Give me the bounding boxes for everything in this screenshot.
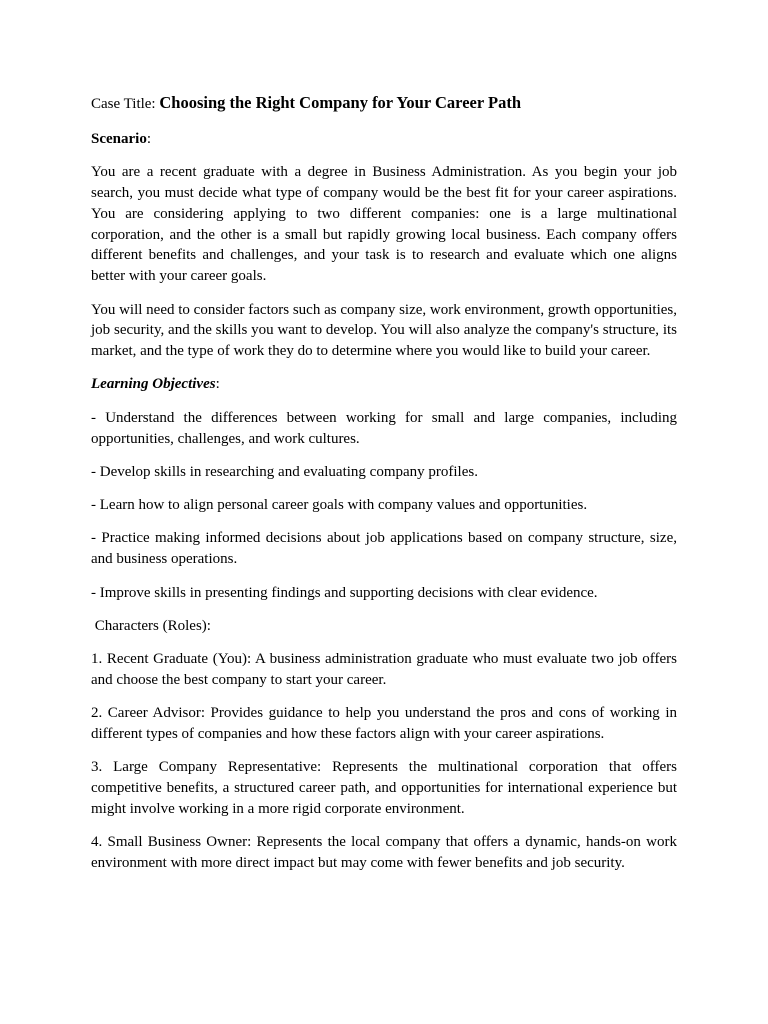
objectives-heading-text: Learning Objectives: [91, 376, 216, 393]
roles-heading: Characters (Roles):: [91, 617, 211, 634]
scenario-heading-text: Scenario: [91, 131, 147, 147]
role-item: 1. Recent Graduate (You): A business administration graduate who must evaluate two job offers and choose the best company to start your career.: [91, 651, 677, 688]
role-item: 2. Career Advisor: Provides guidance to help you understand the pros and cons of working in different types of companies and how these factors align with your career aspirations.: [91, 705, 677, 743]
scenario-heading-colon: :: [146, 131, 151, 147]
objective-item: - Develop skills in researching and evaluating company profiles.: [91, 463, 478, 480]
case-title-text: Choosing the Right Company for Your Career Path: [159, 93, 521, 112]
objectives-heading-colon: :: [215, 376, 220, 393]
scenario-paragraph: You are a recent graduate with a degree in Business Administration. As you begin your job search, you must decide what type of company would be the best fit for your career aspirations. You are considering applying to two different companies: one is a large multinational corporation, and the other is a small but rapidly growing local business. Each company offers different benefits and challenges, and your task is to research and evaluate which one aligns better with your career goals.: [91, 164, 677, 285]
role-item: 4. Small Business Owner: Represents the local company that offers a dynamic, hands-on work environment with more direct impact but may come with fewer benefits and job security.: [91, 834, 677, 872]
objective-item: - Learn how to align personal career goals with company values and opportunities.: [91, 497, 588, 514]
case-title: [91, 91, 677, 116]
objective-item: - Practice making informed decisions about job applications based on company structure, size, and business operations.: [91, 530, 677, 568]
case-title-prefix: Case Title:: [91, 96, 160, 112]
objectives-heading: [91, 374, 677, 395]
scenario-paragraph: You will need to consider factors such as company size, work environment, growth opportunities, job security, and the skills you want to develop. You will also analyze the company's structure, its market, and the type of work they do to determine where you would like to build your career.: [91, 301, 677, 360]
objective-item: - Understand the differences between working for small and large companies, including opportunities, challenges, and work cultures.: [91, 409, 677, 447]
scenario-heading: [91, 129, 677, 150]
role-item: 3. Large Company Representative: Represents the multinational corporation that offers competitive benefits, a structured career path, and opportunities for international experience but might involve working in a more rigid corporate environment.: [91, 759, 677, 817]
objective-item: - Improve skills in presenting findings and supporting decisions with clear evidence.: [91, 584, 598, 601]
